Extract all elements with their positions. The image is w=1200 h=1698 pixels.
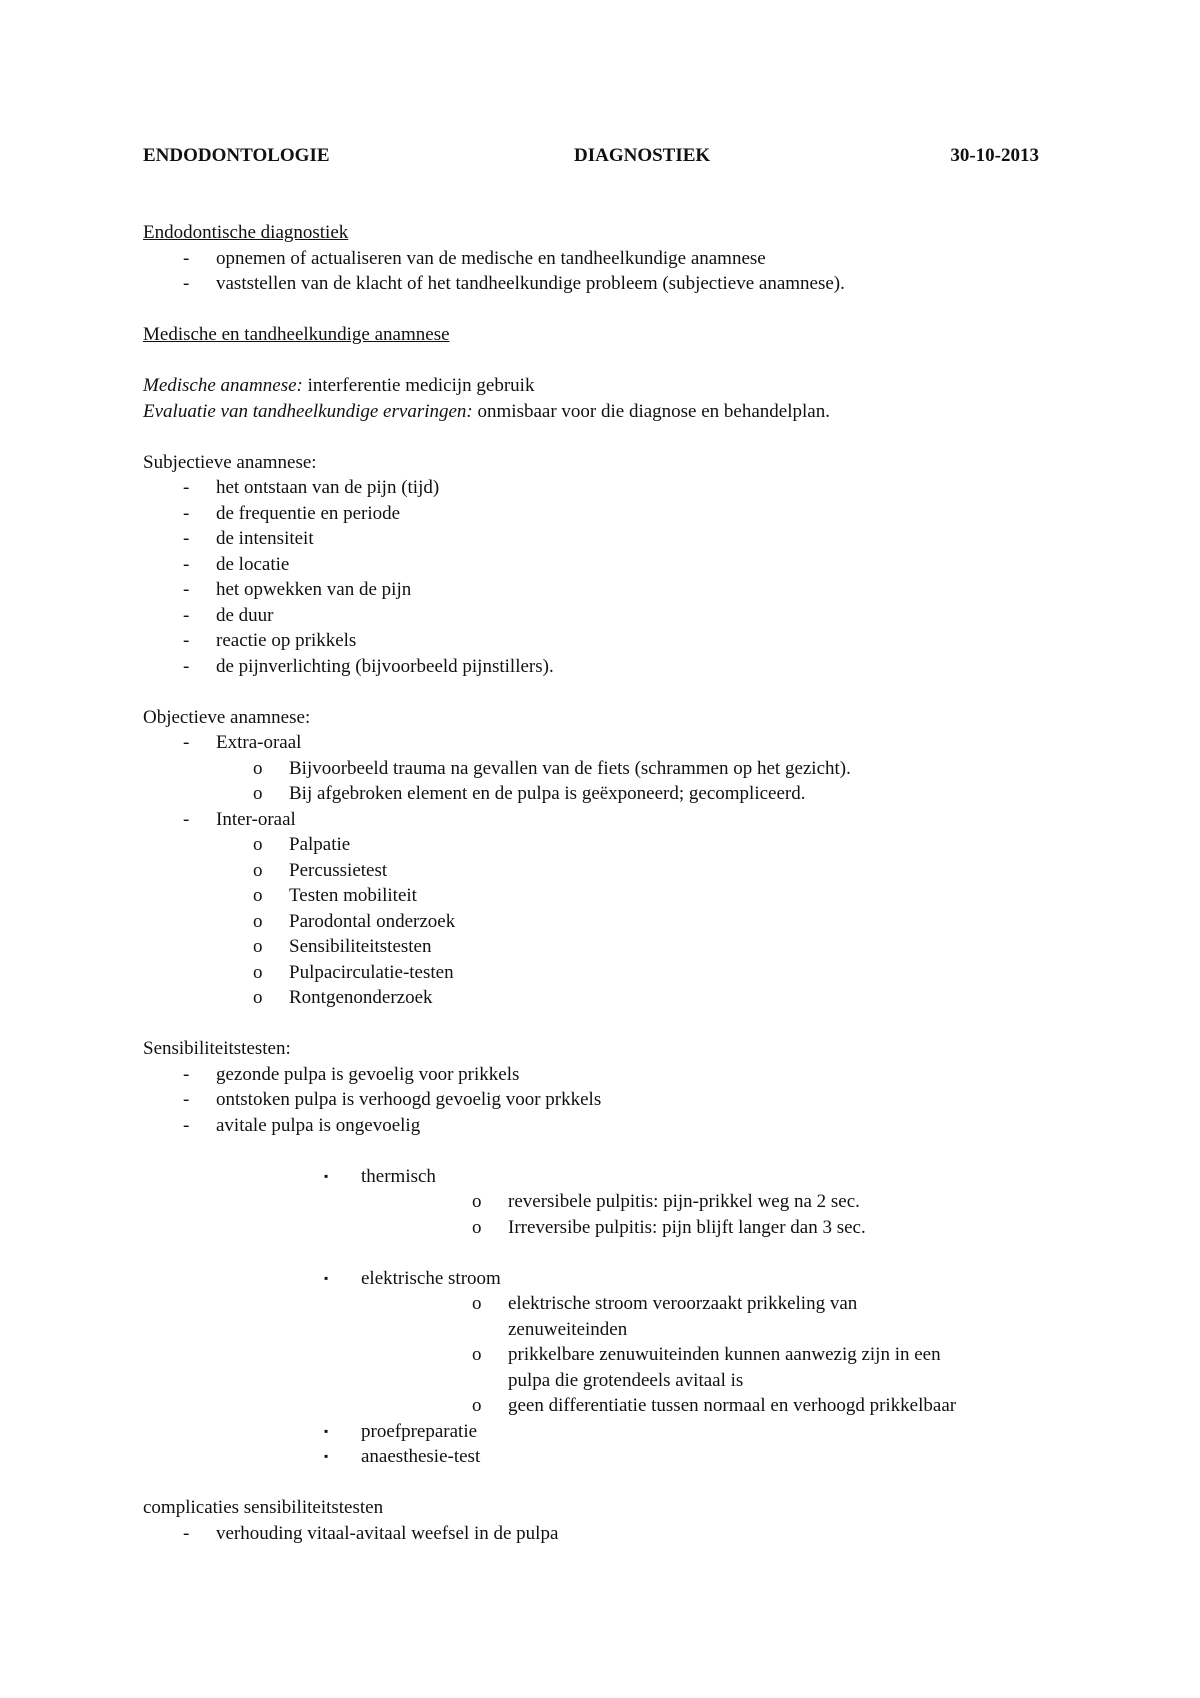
list-item-text: Extra-oraal	[216, 732, 302, 753]
circle-marker: o	[472, 1216, 482, 1238]
sub-list-item	[143, 781, 1073, 807]
list-item	[143, 628, 1073, 654]
paragraph-evaluatie	[143, 399, 1073, 425]
sub-list-item	[143, 858, 1073, 884]
list-item-text: het ontstaan van de pijn (tijd)	[216, 477, 440, 498]
sub-list-item-text: reversibele pulpitis: pijn-prikkel weg na 2 sec.	[508, 1191, 860, 1212]
document-body	[143, 220, 1073, 1546]
list-item-text: avitale pulpa is ongevoelig	[216, 1114, 421, 1136]
section-title-complicaties: complicaties sensibiliteitstesten	[143, 1497, 384, 1518]
dash-marker: -	[183, 1114, 190, 1136]
paragraph-text: interferentie medicijn gebruik	[302, 375, 535, 396]
dash-marker: -	[183, 553, 190, 575]
section-title-objectieve-anamnese: Objectieve anamnese:	[143, 706, 311, 728]
sub-list-item	[143, 909, 1073, 935]
dash-marker: -	[183, 1089, 190, 1110]
circle-marker: o	[472, 1344, 482, 1365]
list-item-text: gezonde pulpa is gevoelig voor prikkels	[216, 1063, 520, 1085]
dash-marker: -	[183, 808, 190, 830]
list-item	[143, 1062, 1073, 1088]
dash-marker: -	[183, 477, 190, 498]
list-item-text: de pijnverlichting (bijvoorbeeld pijnstillers).	[216, 655, 554, 677]
dash-marker: -	[183, 273, 190, 294]
dash-marker: -	[183, 630, 190, 651]
sub-list-item-continued	[143, 1317, 1073, 1343]
dash-marker: -	[183, 604, 190, 626]
dash-marker: -	[183, 247, 190, 269]
italic-label: Medische anamnese:	[143, 375, 303, 396]
sub-list-item-text: Palpatie	[289, 834, 351, 855]
circle-marker: o	[253, 859, 263, 881]
list-item-text: de intensiteit	[216, 528, 314, 549]
sub-list-item-text: Bijvoorbeeld trauma na gevallen van de fiets (schrammen op het gezicht).	[289, 757, 851, 779]
dash-marker: -	[183, 579, 190, 600]
list-item-text: de duur	[216, 604, 274, 626]
sub-list-item	[143, 883, 1073, 909]
dash-marker: -	[183, 528, 190, 549]
sub-list-item-text: Sensibiliteitstesten	[289, 936, 432, 957]
section-title-subjectieve-anamnese: Subjectieve anamnese:	[143, 451, 317, 473]
sub-list-item-text: Pulpacirculatie-testen	[289, 961, 454, 983]
list-item	[143, 552, 1073, 578]
list-item-text: ontstoken pulpa is verhoogd gevoelig voor prkkels	[216, 1089, 602, 1110]
list-item	[143, 1087, 1073, 1113]
sub-list-item-continued	[143, 1368, 1073, 1394]
sub-list-item	[143, 1393, 1073, 1419]
list-item-text: het opwekken van de pijn	[216, 579, 412, 600]
list-item-text: opnemen of actualiseren van de medische en tandheelkundige anamnese	[216, 247, 766, 269]
sub-list-item	[143, 832, 1073, 858]
list-item	[143, 526, 1073, 552]
sub-list-item-text: geen differentiatie tussen normaal en verhoogd prikkelbaar	[508, 1395, 957, 1416]
list-item-text: verhouding vitaal-avitaal weefsel in de pulpa	[216, 1522, 559, 1544]
sub-list-item	[143, 985, 1073, 1011]
sub-list-item-text: pulpa die grotendeels avitaal is	[508, 1369, 744, 1391]
list-item-text: de locatie	[216, 553, 290, 575]
circle-marker: o	[253, 834, 263, 855]
bullet-item-text: thermisch	[361, 1165, 436, 1187]
sub-list-item-text: Bij afgebroken element en de pulpa is geëxponeerd; gecompliceerd.	[289, 783, 806, 804]
sub-list-item-text: Percussietest	[289, 859, 388, 881]
sub-list-item	[143, 756, 1073, 782]
list-item	[143, 730, 1073, 756]
bullet-item-text: elektrische stroom	[361, 1267, 501, 1289]
list-item	[143, 1521, 1073, 1547]
list-item	[143, 577, 1073, 603]
bullet-item-elektrische-stroom	[143, 1266, 1073, 1292]
list-item-text: Inter-oraal	[216, 808, 296, 830]
list-item-text: reactie op prikkels	[216, 630, 357, 651]
square-bullet-icon: ▪	[324, 1449, 329, 1463]
paragraph-text: onmisbaar voor die diagnose en behandelplan.	[472, 400, 830, 422]
sub-list-item-text: Parodontal onderzoek	[289, 910, 456, 932]
list-item-text: de frequentie en periode	[216, 502, 401, 524]
bullet-item-text: anaesthesie-test	[361, 1446, 481, 1467]
section-title-endodontische-diagnostiek: Endodontische diagnostiek	[143, 222, 349, 243]
sub-list-item	[143, 1189, 1073, 1215]
sub-list-item	[143, 1215, 1073, 1241]
sub-list-item-text: prikkelbare zenuwuiteinden kunnen aanwezig zijn in een	[508, 1344, 941, 1365]
list-item	[143, 654, 1073, 680]
circle-marker: o	[472, 1395, 482, 1416]
bullet-item-thermisch	[143, 1164, 1073, 1190]
circle-marker: o	[472, 1191, 482, 1212]
list-item	[143, 807, 1073, 833]
dash-marker: -	[183, 1522, 190, 1544]
section-title-sensibiliteitstesten: Sensibiliteitstesten:	[143, 1038, 291, 1059]
circle-marker: o	[253, 757, 263, 779]
dash-marker: -	[183, 1063, 190, 1085]
bullet-item-anaesthesie-test	[143, 1444, 1073, 1470]
sub-list-item-text: Irreversibe pulpitis: pijn blijft langer dan 3 sec.	[508, 1216, 866, 1238]
dash-marker: -	[183, 502, 190, 524]
list-item-text: vaststellen van de klacht of het tandheelkundige probleem (subjectieve anamnese).	[216, 273, 845, 294]
section-title-anamnese: Medische en tandheelkundige anamnese	[143, 324, 450, 345]
italic-label: Evaluatie van tandheelkundige ervaringen:	[143, 400, 473, 422]
square-bullet-icon: ▪	[324, 1168, 329, 1183]
dash-marker: -	[183, 655, 190, 677]
bullet-item-text: proefpreparatie	[361, 1420, 478, 1442]
circle-marker: o	[253, 936, 263, 957]
header-subject: ENDODONTOLOGIE	[143, 145, 330, 166]
sub-list-item	[143, 960, 1073, 986]
sub-list-item-text: Rontgenonderzoek	[289, 987, 433, 1008]
circle-marker: o	[253, 885, 263, 906]
sub-list-item-text: zenuweiteinden	[508, 1318, 628, 1340]
list-item	[143, 246, 1073, 272]
circle-marker: o	[472, 1293, 482, 1314]
square-bullet-icon: ▪	[324, 1270, 329, 1285]
sub-list-item	[143, 934, 1073, 960]
circle-marker: o	[253, 961, 263, 983]
sub-list-item-text: Testen mobiliteit	[289, 885, 417, 906]
circle-marker: o	[253, 987, 263, 1008]
list-item	[143, 603, 1073, 629]
list-item	[143, 271, 1073, 297]
header-topic: DIAGNOSTIEK	[574, 145, 711, 166]
sub-list-item	[143, 1291, 1073, 1317]
bullet-item-proefpreparatie	[143, 1419, 1073, 1445]
list-item	[143, 475, 1073, 501]
sub-list-item-text: elektrische stroom veroorzaakt prikkeling van	[508, 1293, 858, 1314]
header-date: 30-10-2013	[950, 145, 1039, 166]
sub-list-item	[143, 1342, 1073, 1368]
dash-marker: -	[183, 732, 190, 753]
circle-marker: o	[253, 783, 263, 804]
list-item	[143, 501, 1073, 527]
list-item	[143, 1113, 1073, 1139]
paragraph-medische-anamnese	[143, 373, 1073, 399]
square-bullet-icon: ▪	[324, 1423, 329, 1438]
circle-marker: o	[253, 910, 263, 932]
